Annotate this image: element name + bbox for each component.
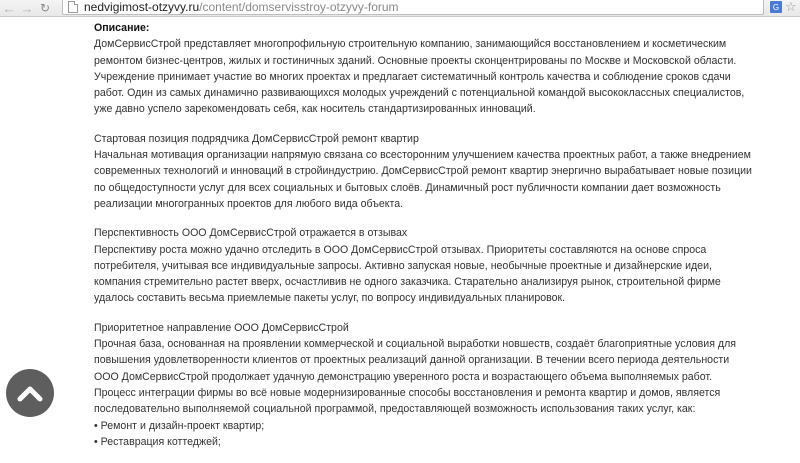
section-title: Стартовая позиция подрядчика ДомСервисСтрой ремонт квартир bbox=[94, 132, 419, 145]
arrow-right-icon[interactable]: → bbox=[20, 0, 34, 16]
section-title: Приоритетное направление ООО ДомСервисСтрой bbox=[94, 321, 349, 334]
address-bar[interactable] bbox=[62, 0, 764, 15]
services-list bbox=[94, 418, 754, 451]
section-text: Перспективу роста можно удачно отследить в ООО ДомСервисСтрой отзывах. Приоритеты составляются на основе спроса потребителя, учитывая все индивидуальные запросы. Активно запуская новые, необычные проектные и дизайнерские идеи, компания стремительно растет вверх, осчастливив не одного заказчика. Старательно анализируя рынок, строительной фирме удалось составить весьма приемлемые пакеты услуг, по вопросу индивидуальных планировок. bbox=[94, 243, 721, 305]
section-start-position bbox=[94, 131, 754, 212]
browser-toolbar bbox=[0, 0, 800, 17]
section-text: Прочная база, основанная на проявлении коммерческой и социальной выработки новшеств, создаёт благоприятные условия для повышения удовлетворенности клиентов от проектных реализаций данной организации. В течении всего периода деятельности ООО ДомСервисСтрой продолжает удачную демонстрацию уверенного роста и возрастающего объема выполняемых работ. Процесс интеграции фирмы во всё новые модернизированные способы восстановления и ремонта квартир и домов, является последовательно выполняемой социальной программой, предоставляющей возможность использования таких услуг, как: bbox=[94, 338, 737, 416]
section-priority bbox=[94, 320, 754, 450]
chevron-up-icon bbox=[17, 384, 43, 402]
bookmark-star-icon[interactable]: ☆ bbox=[785, 0, 797, 14]
scroll-to-top-button[interactable] bbox=[6, 369, 54, 417]
list-item: • Ремонт и дизайн-проект квартир; bbox=[94, 419, 265, 432]
url-host: nedvigimost-otzyvy.ru bbox=[84, 0, 200, 14]
description-text: ДомСервисСтрой представляет многопрофильную строительную компанию, занимающийся восстановлением и косметическим ремонтом бизнес-центров, жилых и гостиничных зданий. Основные проекты сконцентрированы по Москве и Московской области. Учреждение принимает участие во многих проектах и предлагает систематичный контроль качества и соблюдение сроков сдачи работ. Один из самых динамично развивающихся молодых учреждений с потенциальной командой высококлассных специалистов, уже давно успело зарекомендовать себя, как носитель стандартизированных инноваций. bbox=[94, 38, 745, 116]
article-content bbox=[94, 20, 754, 463]
arrow-left-icon[interactable]: ← bbox=[2, 0, 16, 16]
description-section bbox=[94, 20, 754, 118]
page-icon bbox=[68, 1, 78, 13]
section-perspective bbox=[94, 225, 754, 306]
list-item: • Реставрация коттеджей; bbox=[94, 435, 221, 448]
url-path: /content/domservisstroy-otzyvy-forum bbox=[199, 0, 399, 14]
section-text: Начальная мотивация организации напрямую связана со всесторонним улучшением качества проектных работ, а также внедрением современных технологий и инноваций в стройиндустрию. ДомСервисСтрой ремонт квартир энергично вырабатывает новые позиции по общедоступности услуг для всех социальных и бытовых слоёв. Динамичный рост публичности компании дает возможность реализации многогранных проектов для любого вида объекта. bbox=[94, 149, 752, 210]
section-title: Перспективность ООО ДомСервисСтрой отражается в отзывах bbox=[94, 227, 408, 240]
translate-icon[interactable]: G bbox=[770, 1, 782, 13]
reload-icon[interactable]: ↻ bbox=[39, 1, 51, 15]
description-title: Описание: bbox=[94, 22, 150, 34]
